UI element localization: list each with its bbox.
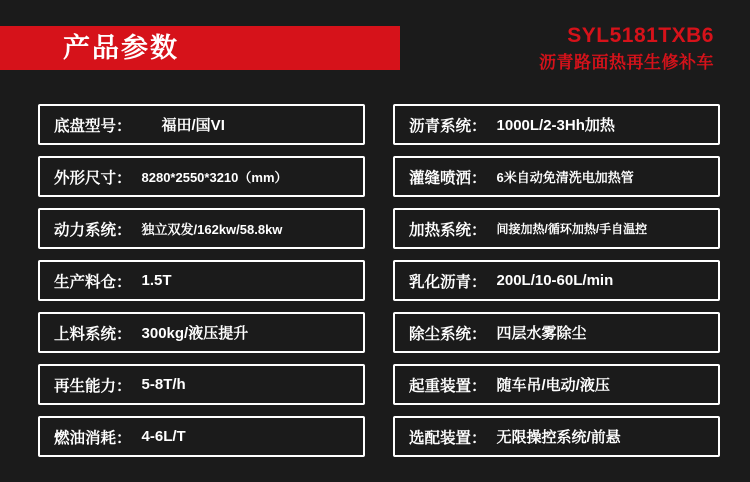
- table-row: [393, 312, 720, 353]
- table-row: [38, 156, 365, 197]
- table-row: [38, 416, 365, 457]
- spec-value: 随车吊/电动/液压: [496, 377, 610, 394]
- spec-value: 8280*2550*3210（mm）: [141, 170, 288, 185]
- spec-column-left: [38, 104, 365, 457]
- table-row: [393, 156, 720, 197]
- table-row: [393, 260, 720, 301]
- table-row: [38, 208, 365, 249]
- table-row: [38, 104, 365, 145]
- spec-label: 外形尺寸：: [54, 169, 132, 187]
- table-row: [393, 364, 720, 405]
- model-description: 沥青路面热再生修补车: [539, 52, 714, 72]
- spec-value: 间接加热/循环加热/手自温控: [496, 222, 648, 236]
- spec-label: 加热系统：: [409, 221, 487, 239]
- spec-value: 福田/国VI: [161, 117, 225, 134]
- spec-label: 上料系统：: [54, 325, 132, 343]
- spec-value: 300kg/液压提升: [141, 325, 249, 342]
- spec-value: 5-8T/h: [141, 376, 186, 393]
- bottom-strip: [0, 466, 750, 482]
- spec-value: 1000L/2-3Hh加热: [496, 117, 615, 134]
- table-row: [38, 312, 365, 353]
- spec-label: 除尘系统：: [409, 325, 487, 343]
- spec-label: 沥青系统：: [409, 117, 487, 135]
- spec-columns: [0, 96, 750, 457]
- page-title: 产品参数: [63, 33, 179, 63]
- model-info: [539, 22, 722, 74]
- spec-value: 四层水雾除尘: [496, 325, 587, 342]
- spec-value: 6米自动免清洗电加热管: [496, 170, 634, 185]
- spec-label: 再生能力：: [54, 377, 132, 395]
- spec-label: 底盘型号：: [54, 117, 132, 135]
- table-row: [393, 208, 720, 249]
- spec-value: 200L/10-60L/min: [496, 272, 614, 289]
- spec-value: 1.5T: [141, 272, 172, 289]
- spec-label: 灌缝喷洒：: [409, 169, 487, 187]
- spec-value: 4-6L/T: [141, 428, 186, 445]
- spec-column-right: [393, 104, 720, 457]
- spec-value: 无限操控系统/前悬: [496, 429, 621, 446]
- header-title-block: [0, 0, 179, 96]
- table-row: [38, 260, 365, 301]
- header: [0, 0, 750, 96]
- table-row: [393, 104, 720, 145]
- spec-label: 燃油消耗：: [54, 429, 132, 447]
- table-row: [393, 416, 720, 457]
- spec-label: 动力系统：: [54, 221, 132, 239]
- table-row: [38, 364, 365, 405]
- spec-label: 生产料仓：: [54, 273, 132, 291]
- spec-label: 乳化沥青：: [409, 273, 487, 291]
- spec-label: 起重装置：: [409, 377, 487, 395]
- model-code: SYL5181TXB6: [567, 23, 714, 47]
- spec-value: 独立双发/162kw/58.8kw: [141, 222, 283, 237]
- spec-label: 选配装置：: [409, 429, 487, 447]
